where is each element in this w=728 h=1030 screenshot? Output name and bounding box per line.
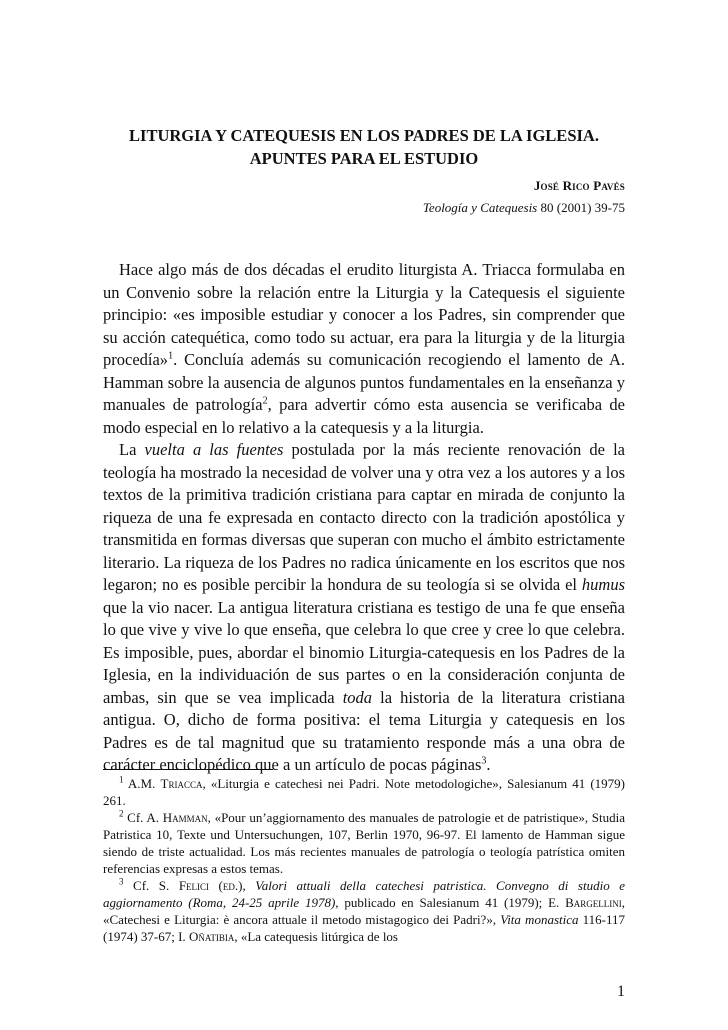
title-line-1: LITURGIA Y CATEQUESIS EN LOS PADRES DE LA IGLESIA. [129,126,599,145]
footnote-1-author: Triacca [160,776,203,791]
paragraph-1-text-c: , para advertir cómo esta ausencia se verificaba de modo especial en lo relativo a la catequesis y a la liturgia. [103,395,626,437]
paragraph-2-text-c: que la vio nacer. La antigua literatura cristiana es testigo de una fe que enseña lo que vive y vive lo que enseña, que celebra lo que cree y cree lo que celebra. Es imposible, pues, abordar el binomio Liturgia-catequesis en los Padres de la Iglesia, en la individuación de sus partes o en la consideración conjunta de ambas, sin que se vea implicada [103,597,625,707]
paragraph-2-italic-c: toda [342,687,373,707]
footnotes [103,775,625,945]
footnote-2-text-a: Cf. A. [123,810,163,825]
paragraph-1-text-a: Hace algo más de dos décadas el erudito liturgista A. Triacca formulaba en un Convenio sobre la relación entre la Liturgia y la Catequesis el siguiente principio: «es imposible estudiar y conocer a los Padres, sin comprender que su acción catequética, como todo su actuar, era para la liturgia y de la liturgia procedía» [103,260,625,369]
footnote-1-number: 1 [119,774,124,785]
paragraph-1-text-b: . Concluía además su comunicación recogiendo el lamento de A. Hamman sobre la ausencia de algunos puntos fundamentales en la enseñanza y manuales de patrología [103,350,625,414]
journal-ref: 80 (2001) 39-75 [540,200,625,215]
footnote-1 [103,775,625,809]
paragraph-1 [103,259,625,439]
paragraph-2-text-d: la historia de la literatura cristiana antigua. O, dicho de forma positiva: el tema Liturgia y catequesis en los Padres es de tal magnitud que su tratamiento responde más a una obra de carácter enciclopédico que a un artículo de pocas páginas [103,687,625,774]
paragraph-2-italic-a: vuelta a las fuentes [144,440,284,459]
footnote-3-italic-title: Valori attuali della catechesi patristica. Convegno di studio e aggiornamento (Roma, 24-25 aprile 1978) [103,878,625,910]
footnote-2-text-b: , «Pour un’aggiornamento des manuales de patrologie et de patristique», Studia Patristica 10, Texte und Untersuchungen, 107, Berlin 1970, 96-97. El lamento de Hamman sigue siendo de triste actualidad. Los más recientes manuales de patrología o teología patrística omiten referencias expresas a estos temas. [103,810,626,876]
footnote-3-text-c: , publicado en Salesianum 41 (1979); E. [335,895,566,910]
footnote-ref-2: 2 [262,395,268,407]
footnote-2-number: 2 [119,808,124,819]
footnote-3-editor: Felici (ed.) [178,878,243,893]
journal-name: Teología y Catequesis [422,200,538,215]
footnote-3 [103,877,625,945]
page-number: 1 [617,983,625,1000]
footnote-ref-1: 1 [168,350,174,362]
paragraph-2-text-b: postulada por la más reciente renovación de la teología ha mostrado la necesidad de volver una y otra vez a los autores y a los textos de la primitiva tradición cristiana para captar en mirada de conjunto la riqueza de una fe expresada en contacto directo con la tradición apostólica y transmitida en formas diversas que superan con mucho el ámbito estrictamente literario. La riqueza de los Padres no radica únicamente en los escritos que nos legaron; no es posible percibir la hondura de su teología si se olvida el [103,440,625,594]
paragraph-2-text-e: . [486,755,491,774]
paragraph-2-text-a: La [119,440,145,459]
footnote-2-author: Hamman [162,810,208,825]
article-title [100,124,628,170]
body-text [103,259,625,777]
footnote-3-text-a: Cf. S. [123,878,179,893]
footnote-3-text-f: , «La catequesis litúrgica de los [234,929,398,944]
paragraph-2 [103,439,625,777]
footnote-3-text-b: , [242,878,256,893]
footnote-3-author-2: Bargellini [565,895,622,910]
footnote-3-italic-journal: Vita monastica [500,912,579,927]
footnote-1-text-b: , «Liturgia e catechesi nei Padri. Note metodologiche», Salesianum 41 (1979) 261. [103,776,625,808]
footnote-1-text-a: A.M. [123,776,161,791]
footnote-separator [103,769,273,770]
footnote-3-number: 3 [119,876,124,887]
footnote-3-author-3: Oñatibia [188,929,235,944]
footnote-2 [103,809,625,877]
author-name: José Rico Pavés [533,178,625,193]
footnote-3-text-d: , «Catechesi e Liturgia: è ancora attuale il metodo mistagogico dei Padri?», [103,895,626,927]
footnote-ref-3: 3 [481,755,487,767]
title-line-2: APUNTES PARA EL ESTUDIO [249,149,479,168]
paragraph-2-italic-b: humus [581,575,625,594]
journal-citation [423,200,625,216]
footnote-3-text-e: 116-117 (1974) 37-67; I. [103,912,626,944]
